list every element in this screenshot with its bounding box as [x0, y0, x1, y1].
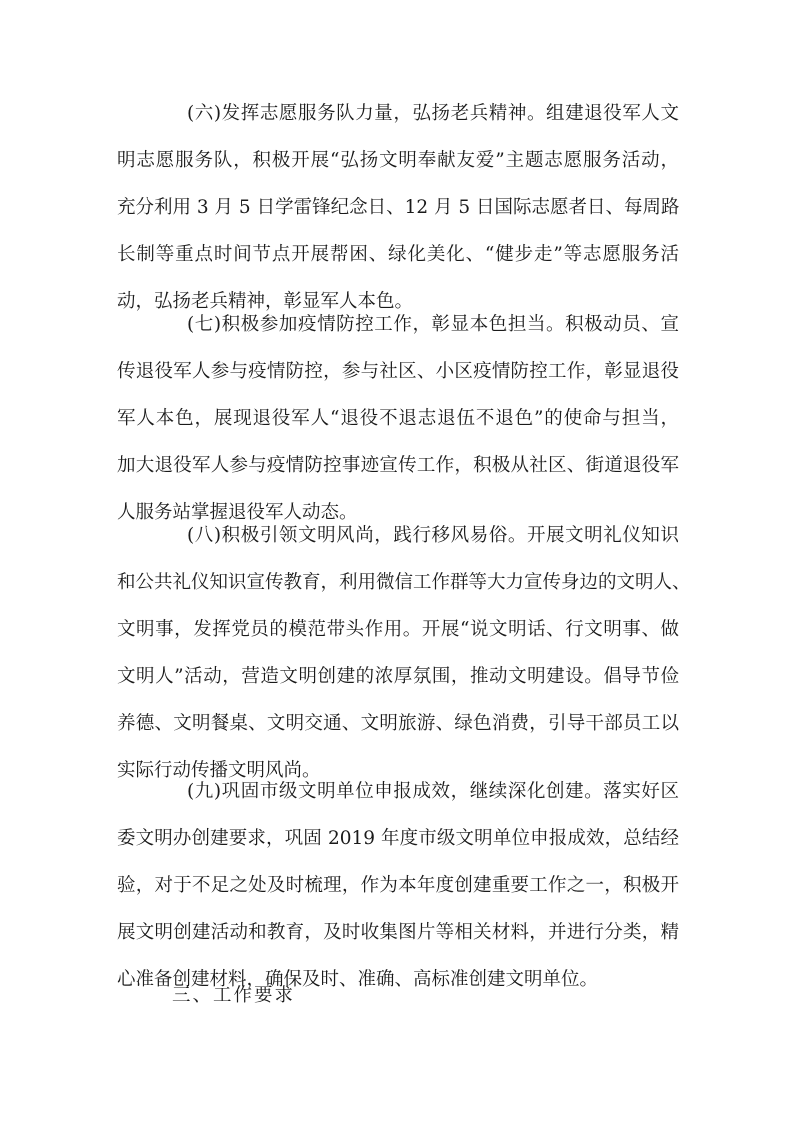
text-line: 人服务站掌握退役军人动态。	[117, 502, 358, 523]
text-line: 加大退役军人参与疫情防控事迹宣传工作，积极从社区、街道退役军	[117, 455, 679, 476]
section-heading: 三、工作要求	[172, 985, 296, 1006]
text-line: 军人本色，展现退役军人“退役不退志退伍不退色”的使命与担当，	[117, 408, 679, 429]
paragraph-civilized-unit	[117, 768, 679, 1003]
text-line: (七)积极参加疫情防控工作，彰显本色担当。积极动员、宣	[187, 314, 679, 335]
text-line: 动，弘扬老兵精神，彰显军人本色。	[117, 291, 414, 312]
text-line: 委文明办创建要求，巩固 2019 年度市级文明单位申报成效，总结经	[117, 828, 679, 849]
paragraph-epidemic-control	[117, 301, 679, 536]
text-line: 验，对于不足之处及时梳理，作为本年度创建重要工作之一，积极开	[117, 875, 679, 896]
text-line: (八)积极引领文明风尚，践行移风易俗。开展文明礼仪知识	[187, 525, 679, 546]
text-line: (九)巩固市级文明单位申报成效，继续深化创建。落实好区	[187, 781, 679, 802]
text-line: 长制等重点时间节点开展帮困、绿化美化、“健步走”等志愿服务活	[117, 244, 679, 265]
text-line: 传退役军人参与疫情防控，参与社区、小区疫情防控工作，彰显退役	[117, 361, 679, 382]
text-line: 展文明创建活动和教育，及时收集图片等相关材料，并进行分类，精	[117, 922, 679, 943]
text-line: 明志愿服务队，积极开展“弘扬文明奉献友爱”主题志愿服务活动，	[117, 150, 679, 171]
text-line: 实际行动传播文明风尚。	[117, 760, 321, 781]
text-line: 文明事，发挥党员的模范带头作用。开展“说文明话、行文明事、做	[117, 619, 679, 640]
text-line: (六)发挥志愿服务队力量，弘扬老兵精神。组建退役军人文	[187, 103, 679, 124]
text-line: 充分利用 3 月 5 日学雷锋纪念日、12 月 5 日国际志愿者日、每周路	[117, 197, 680, 218]
text-line: 和公共礼仪知识宣传教育，利用微信工作群等大力宣传身边的文明人、	[117, 572, 691, 593]
text-line: 养德、文明餐桌、文明交通、文明旅游、绿色消费，引导干部员工以	[117, 713, 679, 734]
paragraph-civilized-customs	[117, 512, 691, 794]
text-line: 文明人”活动，营造文明创建的浓厚氛围，推动文明建设。倡导节俭	[117, 666, 679, 687]
text-line: 心准备创建材料，确保及时、准确、高标准创建文明单位。	[117, 969, 599, 990]
paragraph-volunteer-service	[117, 90, 679, 325]
